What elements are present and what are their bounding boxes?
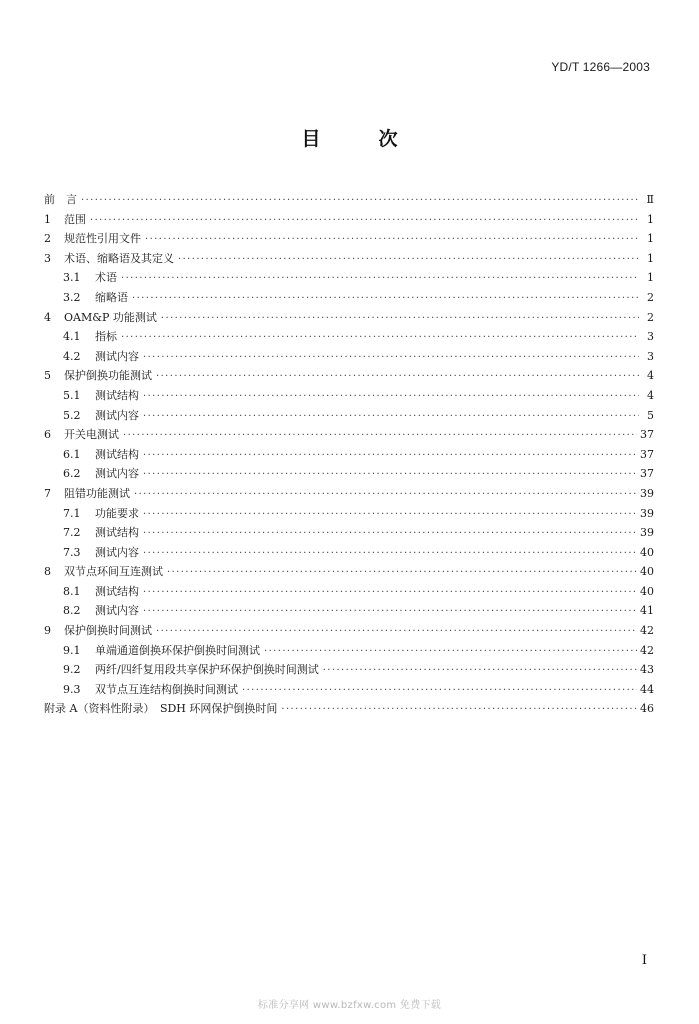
standard-code: YD/T 1266—2003: [551, 60, 650, 74]
toc-entry-page: 1: [647, 251, 654, 265]
toc-entry-title: 测试内容: [95, 467, 139, 481]
toc-leader-dots: [143, 524, 637, 544]
toc-entry-number: 6.1: [63, 447, 81, 461]
toc-leader-dots: [143, 407, 639, 427]
toc-leader-dots: [178, 250, 639, 270]
toc-entry-page: 1: [647, 212, 654, 226]
toc-entry-1[interactable]: [44, 210, 654, 230]
toc-entry-title: 开关电测试: [64, 428, 119, 442]
toc-entry-number: 3: [44, 251, 51, 265]
toc-entry-title: 测试内容: [95, 545, 139, 559]
toc-entry-page: 39: [640, 486, 654, 500]
toc-entry-page: 3: [647, 330, 654, 344]
toc-entry-number: 8: [44, 565, 51, 579]
toc-entry-page: 37: [640, 467, 654, 481]
toc-entry-page: 42: [640, 643, 654, 657]
toc-entry-appendix-a[interactable]: [44, 699, 654, 719]
toc-entry-title: 测试内容: [95, 349, 139, 363]
toc-entry-page: 46: [640, 702, 654, 716]
toc-entry-number: 7: [44, 486, 51, 500]
toc-entry-5-1[interactable]: [44, 386, 654, 406]
toc-entry-title: 术语、缩略语及其定义: [64, 251, 174, 265]
toc-entry-page: 4: [647, 388, 654, 402]
toc-entry-8-2[interactable]: [44, 601, 654, 621]
toc-entry-page: 1: [647, 232, 654, 246]
toc-entry-title: 测试结构: [95, 447, 139, 461]
toc-entry-5-2[interactable]: [44, 406, 654, 426]
toc-entry-page: 3: [647, 349, 654, 363]
toc-entry-number: 2: [44, 232, 51, 246]
toc-entry-6-1[interactable]: [44, 445, 654, 465]
toc-entry-page: 44: [640, 682, 654, 696]
toc-entry-title: 测试内容: [95, 604, 139, 618]
toc-entry-title: 术语: [95, 271, 117, 285]
toc-entry-title: 指标: [95, 330, 117, 344]
toc-entry-number: 5: [44, 369, 51, 383]
toc-entry-number: 6: [44, 428, 51, 442]
table-of-contents: [44, 190, 654, 719]
toc-leader-dots: [143, 387, 639, 407]
toc-entry-page: 39: [640, 526, 654, 540]
toc-entry-number: 9.2: [63, 663, 81, 677]
toc-entry-title: 两纤/四纤复用段共享保护环保护倒换时间测试: [95, 663, 319, 677]
toc-leader-dots: [323, 661, 637, 681]
toc-leader-dots: [167, 563, 637, 583]
toc-entry-number: 7.2: [63, 526, 81, 540]
toc-leader-dots: [143, 505, 637, 525]
toc-entry-preface[interactable]: [44, 190, 654, 210]
toc-entry-title: 附录 A（资料性附录） SDH 环网保护倒换时间: [44, 702, 278, 716]
toc-leader-dots: [132, 289, 639, 309]
toc-entry-number: 9.1: [63, 643, 81, 657]
toc-entry-8[interactable]: [44, 562, 654, 582]
toc-leader-dots: [143, 348, 639, 368]
toc-entry-title: 保护倒换功能测试: [64, 369, 152, 383]
toc-entry-title: 双节点环间互连测试: [64, 565, 163, 579]
toc-entry-6-2[interactable]: [44, 464, 654, 484]
toc-entry-page: 2: [647, 310, 654, 324]
toc-entry-title: 测试结构: [95, 388, 139, 402]
toc-entry-page: 37: [640, 428, 654, 442]
toc-entry-page: 43: [640, 663, 654, 677]
toc-entry-7-3[interactable]: [44, 543, 654, 563]
toc-entry-number: 5.2: [63, 408, 81, 422]
toc-entry-title: 功能要求: [95, 506, 139, 520]
toc-entry-7-2[interactable]: [44, 523, 654, 543]
toc-entry-title: 保护倒换时间测试: [64, 624, 152, 638]
toc-entry-page: 4: [647, 369, 654, 383]
toc-entry-5[interactable]: [44, 366, 654, 386]
toc-entry-4-1[interactable]: [44, 327, 654, 347]
toc-entry-number: 1: [44, 212, 51, 226]
toc-leader-dots: [281, 700, 637, 720]
toc-leader-dots: [156, 367, 639, 387]
toc-entry-page: Ⅱ: [646, 193, 654, 206]
toc-entry-page: 42: [640, 624, 654, 638]
toc-entry-title: 阻错功能测试: [64, 486, 130, 500]
toc-leader-dots: [81, 191, 639, 211]
toc-leader-dots: [143, 446, 637, 466]
toc-entry-3-2[interactable]: [44, 288, 654, 308]
toc-entry-3-1[interactable]: [44, 268, 654, 288]
toc-entry-number: 3.1: [63, 271, 81, 285]
toc-entry-number: 4: [44, 310, 51, 324]
toc-entry-title: 前 言: [44, 193, 77, 206]
toc-leader-dots: [264, 642, 637, 662]
toc-leader-dots: [90, 211, 639, 231]
toc-entry-number: 4.1: [63, 330, 81, 344]
toc-entry-title: 测试结构: [95, 526, 139, 540]
toc-entry-title: 测试结构: [95, 584, 139, 598]
watermark-text: 标准分享网 www.bzfxw.com 免费下载: [257, 1000, 442, 1011]
toc-leader-dots: [242, 681, 637, 701]
toc-leader-dots: [143, 465, 637, 485]
toc-entry-9[interactable]: [44, 621, 654, 641]
toc-entry-number: 9: [44, 624, 51, 638]
toc-entry-4-2[interactable]: [44, 347, 654, 367]
toc-entry-6[interactable]: [44, 425, 654, 445]
toc-entry-title: OAM&P 功能测试: [64, 310, 157, 324]
toc-entry-number: 3.2: [63, 290, 81, 304]
toc-entry-title: 测试内容: [95, 408, 139, 422]
toc-entry-page: 41: [640, 604, 654, 618]
toc-leader-dots: [156, 622, 637, 642]
toc-entry-title: 单端通道倒换环保护倒换时间测试: [95, 643, 260, 657]
toc-entry-2[interactable]: [44, 229, 654, 249]
page-number: I: [641, 953, 647, 968]
toc-entry-page: 5: [647, 408, 654, 422]
toc-entry-page: 40: [640, 545, 654, 559]
toc-leader-dots: [143, 544, 637, 564]
toc-entry-page: 40: [640, 565, 654, 579]
toc-entry-9-1[interactable]: [44, 641, 654, 661]
toc-leader-dots: [161, 309, 639, 329]
toc-entry-3[interactable]: [44, 249, 654, 269]
page-title: 目次: [301, 128, 456, 150]
toc-entry-number: 9.3: [63, 682, 81, 696]
toc-leader-dots: [143, 583, 637, 603]
toc-entry-number: 8.1: [63, 584, 81, 598]
toc-leader-dots: [143, 602, 637, 622]
toc-entry-7[interactable]: [44, 484, 654, 504]
toc-entry-page: 1: [647, 271, 654, 285]
toc-entry-number: 7.1: [63, 506, 81, 520]
toc-entry-page: 37: [640, 447, 654, 461]
toc-leader-dots: [123, 426, 637, 446]
toc-entry-title: 范围: [64, 212, 86, 226]
toc-entry-page: 39: [640, 506, 654, 520]
toc-leader-dots: [121, 328, 639, 348]
toc-entry-number: 5.1: [63, 388, 81, 402]
toc-leader-dots: [145, 230, 639, 250]
toc-entry-9-3[interactable]: [44, 680, 654, 700]
toc-entry-4[interactable]: [44, 308, 654, 328]
toc-entry-7-1[interactable]: [44, 504, 654, 524]
toc-entry-title: 规范性引用文件: [64, 232, 141, 246]
toc-entry-title: 双节点互连结构倒换时间测试: [95, 682, 238, 696]
toc-leader-dots: [121, 269, 639, 289]
toc-entry-title: 缩略语: [95, 290, 128, 304]
toc-entry-number: 7.3: [63, 545, 81, 559]
toc-entry-number: 8.2: [63, 604, 81, 618]
toc-entry-number: 4.2: [63, 349, 81, 363]
toc-entry-page: 40: [640, 584, 654, 598]
toc-leader-dots: [134, 485, 637, 505]
toc-entry-8-1[interactable]: [44, 582, 654, 602]
toc-entry-page: 2: [647, 290, 654, 304]
toc-entry-9-2[interactable]: [44, 660, 654, 680]
toc-entry-number: 6.2: [63, 467, 81, 481]
